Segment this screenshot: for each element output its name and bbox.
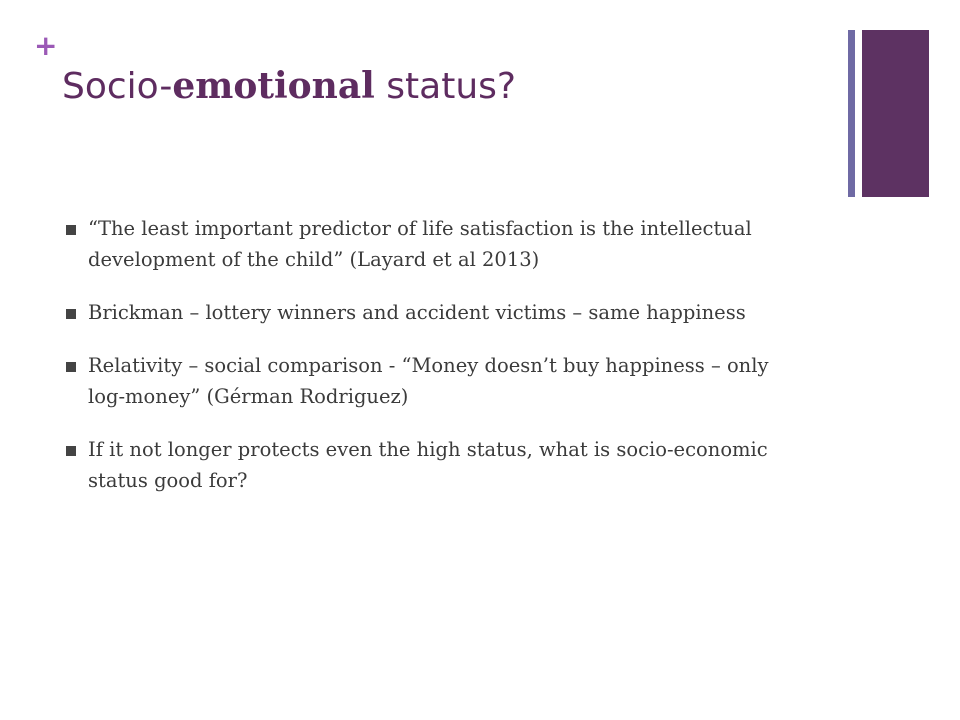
square-bullet-icon <box>66 446 76 456</box>
bullet-text: “The least important predictor of life satisfaction is the intellectual development of the child” (Layard et al 2013) <box>88 217 752 271</box>
plus-icon: + <box>34 29 58 62</box>
bullet-text: If it not longer protects even the high status, what is socio-economic status good for? <box>88 438 768 492</box>
bullet-item <box>66 350 806 412</box>
title-suffix: status? <box>374 66 517 107</box>
square-bullet-icon <box>66 362 76 372</box>
title-prefix: Socio- <box>62 66 173 107</box>
accent-bar-thin <box>848 30 855 197</box>
bullet-text: Brickman – lottery winners and accident victims – same happiness <box>88 301 746 324</box>
accent-bar-thick <box>862 30 929 197</box>
bullet-item <box>66 297 806 328</box>
bullet-item <box>66 213 806 275</box>
bullet-list <box>66 213 806 518</box>
slide-title <box>62 62 516 111</box>
title-emphasis: emotional <box>172 65 375 107</box>
bullet-item <box>66 434 806 496</box>
square-bullet-icon <box>66 225 76 235</box>
bullet-text: Relativity – social comparison - “Money doesn’t buy happiness – only log-money” (Gérman Rodriguez) <box>88 354 769 408</box>
square-bullet-icon <box>66 309 76 319</box>
